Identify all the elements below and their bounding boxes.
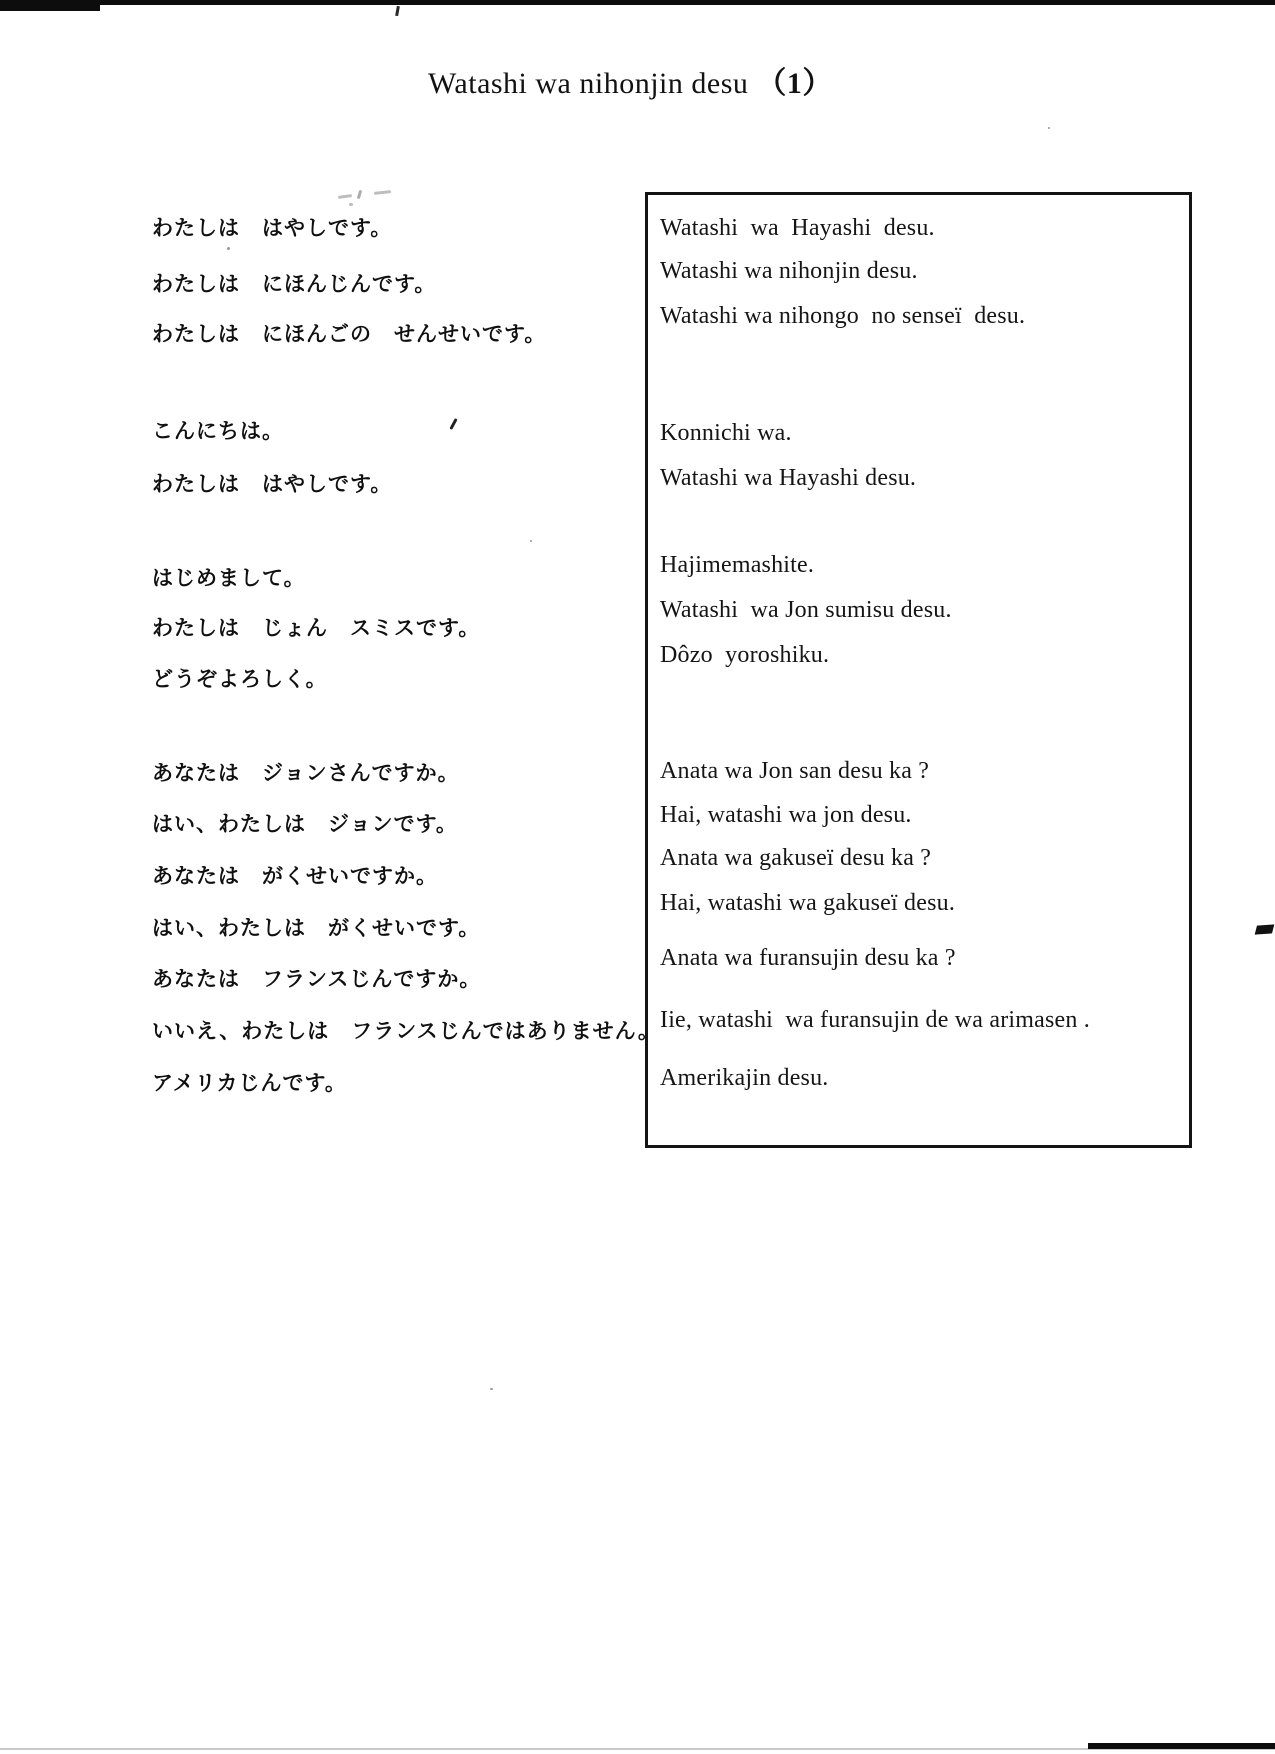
scan-speck <box>1048 127 1050 129</box>
romaji-line: Watashi wa Jon sumisu desu. <box>660 597 952 623</box>
smudge-stroke <box>374 190 391 195</box>
romaji-line: Amerikajin desu. <box>660 1065 829 1091</box>
smudge-stroke <box>357 190 362 199</box>
japanese-line: わたしは じょん スミスです。 <box>152 616 481 640</box>
romaji-line: Anata wa furansujin desu ka ? <box>660 945 956 971</box>
japanese-line: わたしは はやしです。 <box>152 472 393 496</box>
japanese-line: はじめまして。 <box>152 566 306 590</box>
romaji-line: Hai, watashi wa jon desu. <box>660 802 912 828</box>
page-title-text: Watashi wa nihonjin desu <box>428 67 757 100</box>
stray-comma-mark <box>449 418 457 430</box>
romaji-line: Hai, watashi wa gakuseï desu. <box>660 890 956 916</box>
romaji-line: Watashi wa nihongo no senseï desu. <box>660 303 1026 329</box>
romaji-line: Hajimemashite. <box>660 552 815 578</box>
japanese-line: はい、わたしは がくせいです。 <box>152 916 481 940</box>
bottom-edge-scan-hairline <box>0 1748 1275 1750</box>
romaji-line: Anata wa Jon san desu ka ? <box>660 758 930 784</box>
scan-speck <box>227 247 230 250</box>
scan-speck <box>490 1388 493 1390</box>
japanese-line: アメリカじんです。 <box>152 1071 347 1095</box>
japanese-line: あなたは ジョンさんですか。 <box>152 761 460 785</box>
japanese-line: わたしは にほんじんです。 <box>152 272 437 296</box>
scan-speck <box>530 540 532 542</box>
romaji-line: Watashi wa nihonjin desu. <box>660 258 918 284</box>
top-tick-mark <box>395 6 400 16</box>
romaji-line: Anata wa gakuseï desu ka ? <box>660 845 932 871</box>
japanese-line: あなたは フランスじんですか。 <box>152 967 482 991</box>
top-edge-scan-line <box>0 0 1275 5</box>
japanese-line: あなたは がくせいですか。 <box>152 864 438 888</box>
romaji-box <box>645 192 1192 1148</box>
romaji-line: Watashi wa Hayashi desu. <box>660 215 935 241</box>
page-title-number: （1） <box>756 67 833 100</box>
smudge-stroke <box>338 194 352 199</box>
japanese-line: わたしは はやしです。 <box>152 216 393 240</box>
romaji-line: Dôzo yoroshiku. <box>660 642 830 668</box>
japanese-line: はい、わたしは ジョンです。 <box>152 812 458 836</box>
smudge-stroke <box>349 203 353 206</box>
japanese-line: いいえ、わたしは フランスじんではありません。 <box>152 1019 660 1043</box>
japanese-line: どうぞよろしく。 <box>152 667 328 691</box>
romaji-line: Iie, watashi wa furansujin de wa arimasen . <box>660 1007 1090 1033</box>
right-edge-mark <box>1255 924 1275 934</box>
romaji-line: Watashi wa Hayashi desu. <box>660 465 917 491</box>
japanese-line: わたしは にほんごの せんせいです。 <box>152 322 547 346</box>
bottom-right-scan-line <box>1088 1743 1275 1749</box>
page-title <box>428 58 833 102</box>
japanese-line: こんにちは。 <box>152 419 284 443</box>
romaji-line: Konnichi wa. <box>660 420 792 446</box>
top-edge-scan-line-left-segment <box>0 0 100 11</box>
